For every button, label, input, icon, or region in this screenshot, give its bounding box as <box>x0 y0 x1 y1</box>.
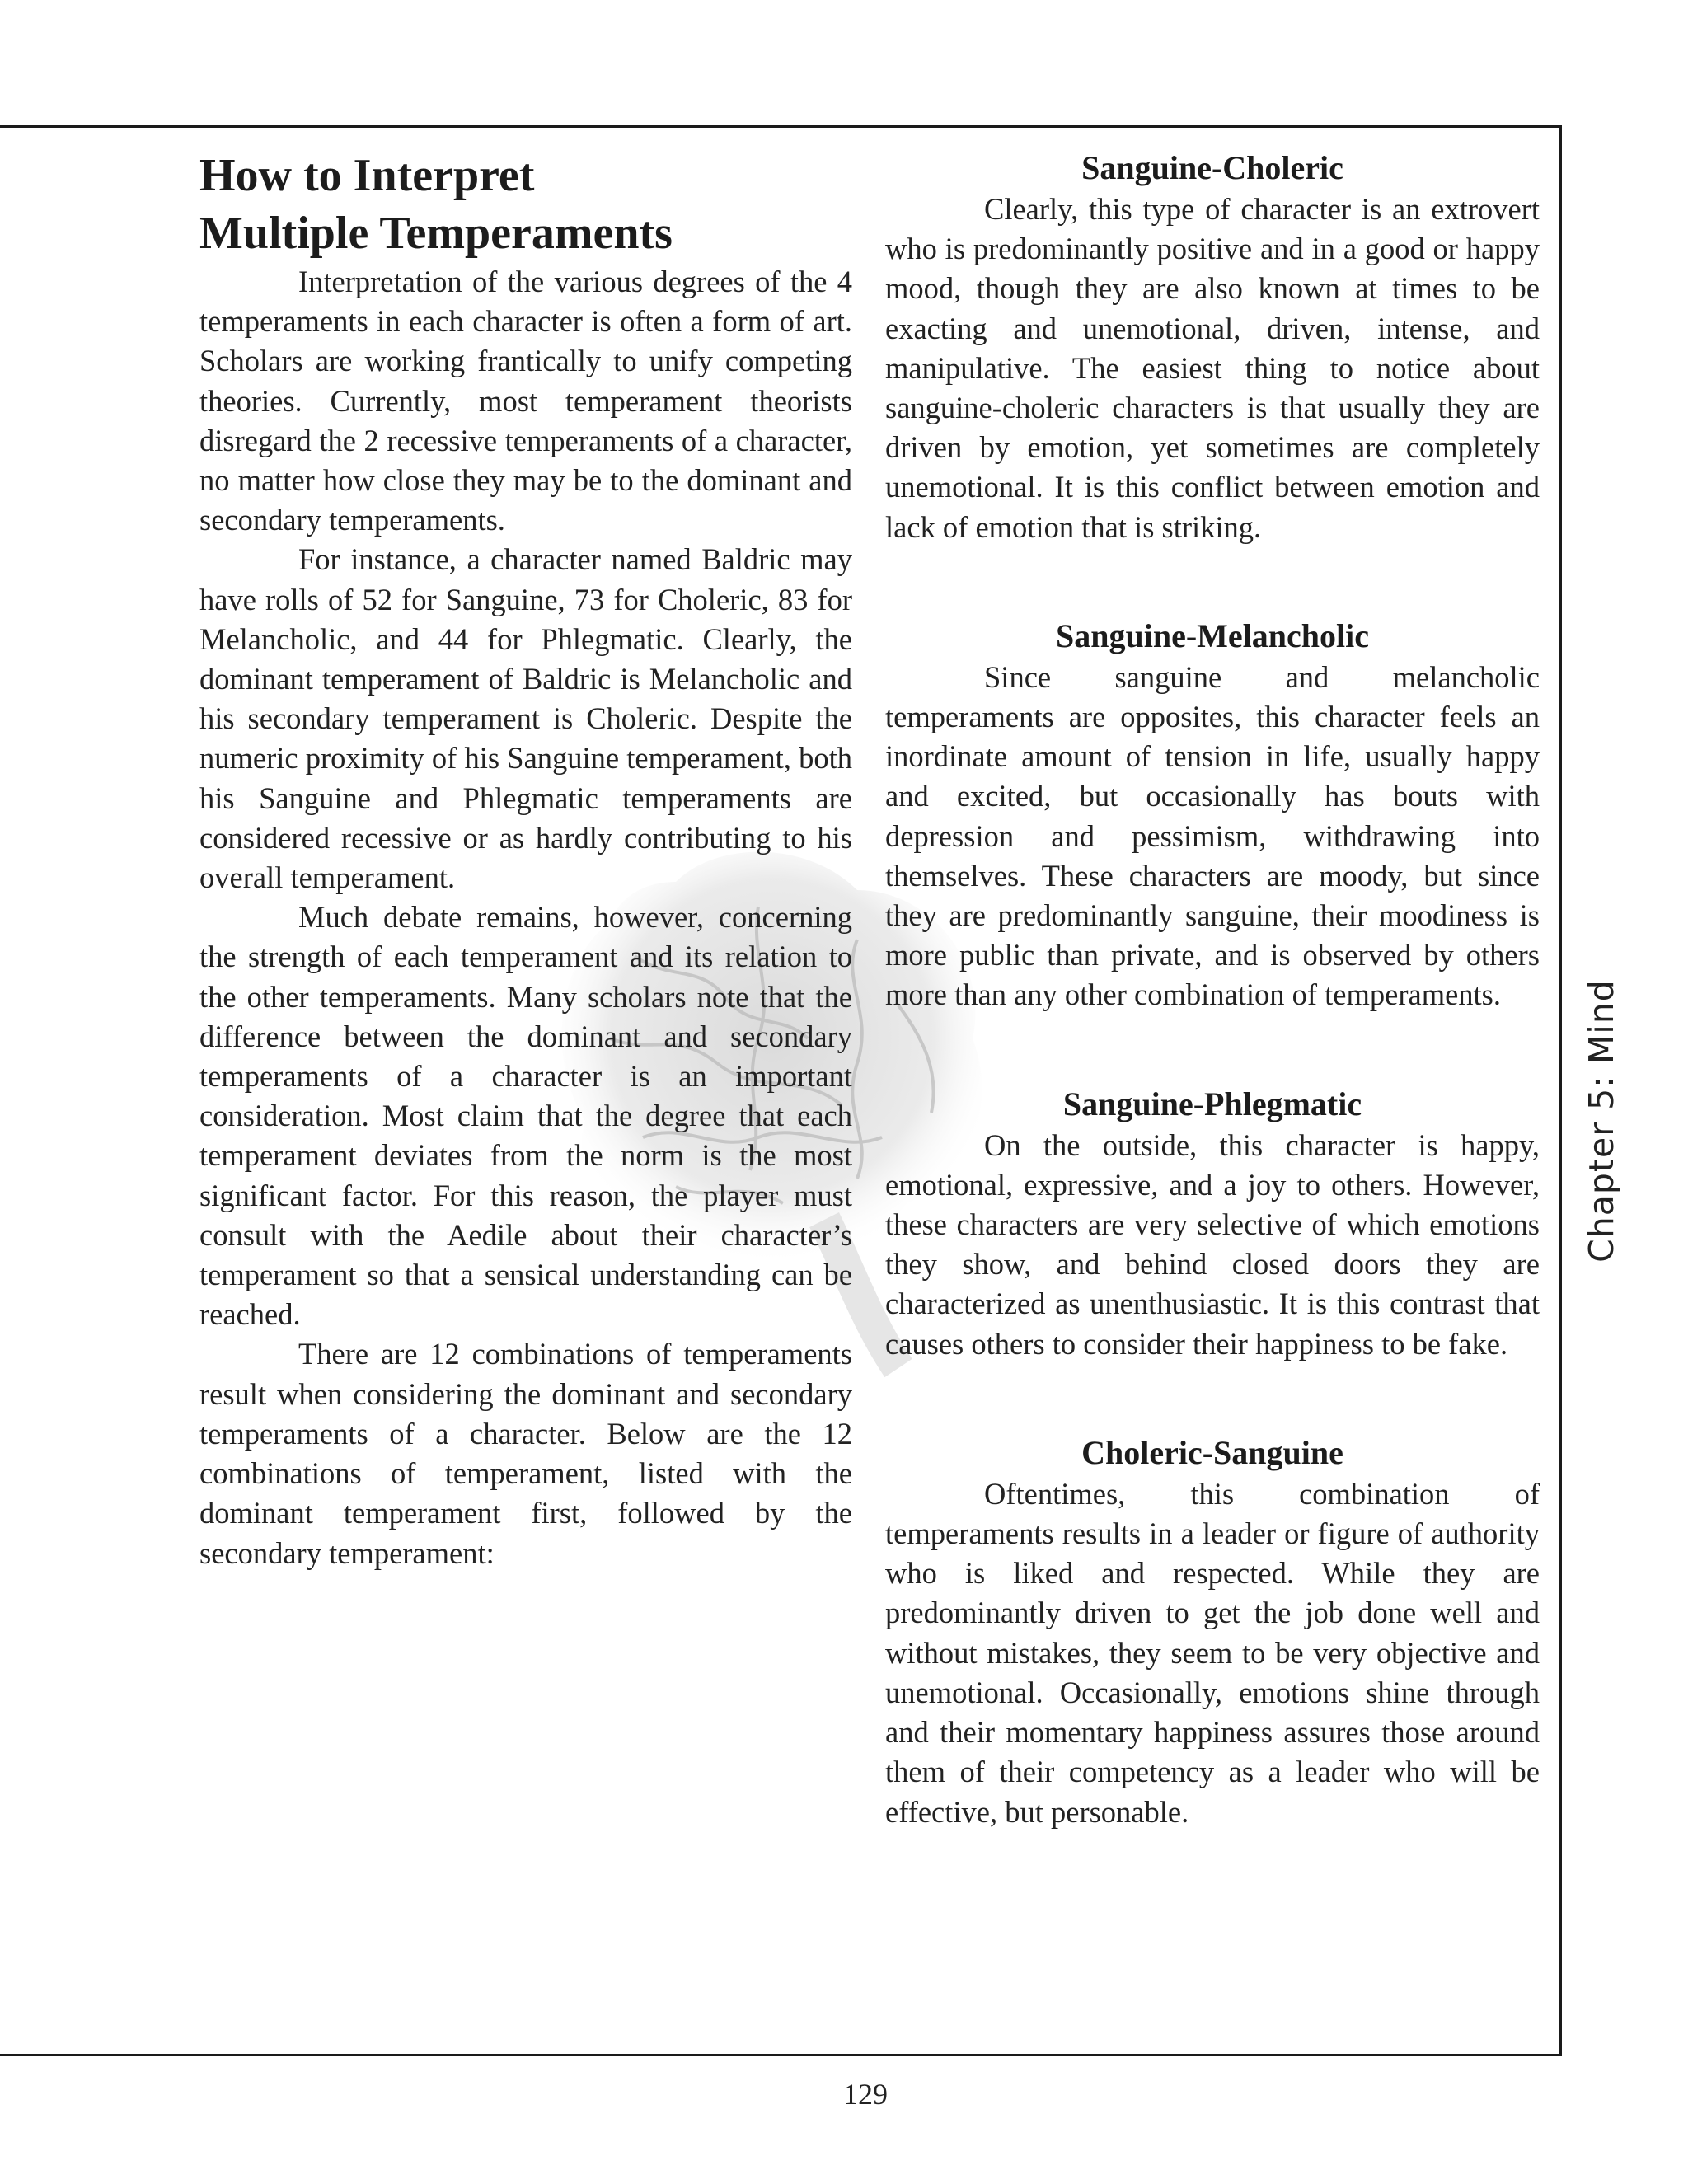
body-paragraph: There are 12 combinations of temperaments result when considering the dominant and secondary temperaments of a character. Below are the 12 combinations of temperament, listed with the dominant temperament first, followed by the secondary temperament: <box>199 1337 852 1570</box>
section-heading: Sanguine-Phlegmatic <box>1062 1085 1362 1122</box>
section-choleric-sanguine <box>885 1432 1540 1832</box>
section-sanguine-choleric <box>885 147 1540 547</box>
page-number: 129 <box>843 2078 888 2111</box>
section-sanguine-phlegmatic <box>885 1083 1540 1364</box>
title-line-2: Multiple Temperaments <box>199 208 673 259</box>
section-heading: Sanguine-Choleric <box>1081 149 1343 186</box>
section-text: Since sanguine and melancholic temperaments are opposites, this character feels an inordinate amount of tension in life, usually happy and excited, but occasionally has bouts with depression and pessimism, withdrawing into themselves. These characters are moody, but since they are predominantly sanguine, their moodiness is more public than private, and is observed by others more than any other combination of temperaments. <box>885 659 1540 1012</box>
section-text: On the outside, this character is happy, emotional, expressive, and a joy to others. However, these characters are very selective of which emotions they show, and behind closed doors they are characterized as unenthusiastic. It is this contrast that causes others to consider their happiness to be fake. <box>885 1127 1540 1361</box>
page-title <box>199 147 852 262</box>
title-line-1: How to Interpret <box>199 150 535 201</box>
body-paragraph: For instance, a character named Baldric may have rolls of 52 for Sanguine, 73 for Choleric, 83 for Melancholic, and 44 for Phlegmatic. Clearly, the dominant temperament of Baldric is Melancholic and his secondary temperament is Choleric. Despite the numeric proximity of his Sanguine temperament, both his Sanguine and Phlegmatic temperaments are considered recessive or as hardly contributing to his overall temperament. <box>199 542 852 895</box>
left-column <box>199 147 852 1573</box>
body-paragraph: Interpretation of the various degrees of the 4 temperaments in each character is often a form of art. Scholars are working frantically to unify competing theories. Currently, most temperament theorists disregard the 2 recessive temperaments of a character, no matter how close they may be to the dominant and secondary temperaments. <box>199 265 852 537</box>
body-paragraph: Much debate remains, however, concerning the strength of each temperament and its relation to the other temperaments. Many scholars note that the difference between the dominant and secondary temperaments of a character is an important consideration. Most claim that the degree that each temperament deviates from the norm is the most significant factor. For this reason, the player must consult with the Aedile about their character’s temperament so that a sensical understanding can be reached. <box>199 900 852 1332</box>
chapter-sidebar <box>1564 956 1639 1286</box>
section-heading: Choleric-Sanguine <box>1081 1433 1343 1471</box>
section-sanguine-melancholic <box>885 615 1540 1015</box>
right-column <box>885 147 1540 1900</box>
section-text: Clearly, this type of character is an extrovert who is predominantly positive and in a good or happy mood, though they are also known at times to be exacting and unemotional, driven, intense, and manipulative. The easiest thing to notice about sanguine-choleric characters is that usually they are driven by emotion, yet sometimes are completely unemotional. It is this conflict between emotion and lack of emotion that is striking. <box>885 192 1540 544</box>
section-heading: Sanguine-Melancholic <box>1055 616 1370 654</box>
section-text: Oftentimes, this combination of temperaments results in a leader or figure of authority who is liked and respected. While they are predominantly driven to get the job done well and without mistakes, they seem to be very objective and unemotional. Occasionally, emotions shine through and their momentary happiness assures those around them of their competency as a leader who will be effective, but personable. <box>885 1476 1540 1829</box>
chapter-label: Chapter 5: Mind <box>1582 979 1622 1263</box>
